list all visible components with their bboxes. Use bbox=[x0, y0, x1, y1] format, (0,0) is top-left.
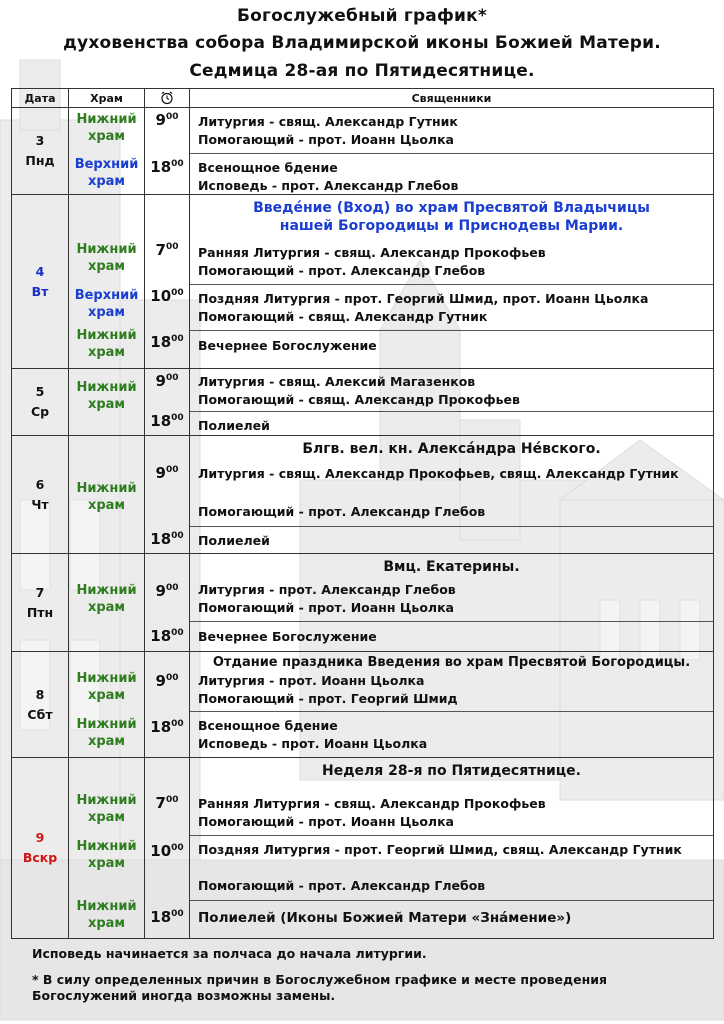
time-cell bbox=[145, 758, 190, 939]
service-line: Помогающий - прот. Иоанн Цьолка bbox=[198, 132, 454, 147]
service-time: $18^{00}$ bbox=[150, 627, 184, 645]
feast-title: Блгв. вел. кн. Алекса́ндра Не́вского. bbox=[302, 441, 601, 457]
service-line: Литургия - свящ. Алексий Магазенков bbox=[198, 374, 476, 389]
temple-cell bbox=[69, 436, 145, 554]
service-time: $10^{00}$ bbox=[150, 842, 184, 860]
temple-cell bbox=[69, 554, 145, 652]
service-line: Поздняя Литургия - прот. Георгий Шмид, свящ. Александр Гутник bbox=[198, 842, 682, 857]
service-time: $18^{00}$ bbox=[150, 718, 184, 736]
service-time: $9^{00}$ bbox=[155, 111, 179, 129]
weekday: Ср bbox=[30, 404, 50, 419]
temple-label: Нижний храм bbox=[76, 793, 137, 825]
weekday: Птн bbox=[26, 604, 54, 620]
date-cell bbox=[12, 195, 69, 369]
date-cell bbox=[12, 758, 69, 939]
date-cell bbox=[12, 554, 69, 652]
day-number: 9 bbox=[35, 830, 45, 845]
time-cell bbox=[145, 554, 190, 652]
service-line: Помогающий - прот. Александр Глебов bbox=[198, 504, 486, 519]
service-line: Исповедь - прот. Иоанн Цьолка bbox=[198, 736, 428, 751]
temple-cell bbox=[69, 369, 145, 436]
date-cell bbox=[12, 369, 69, 436]
date-cell bbox=[12, 652, 69, 758]
week-title: Седмица 28-ая по Пятидесятнице. bbox=[189, 61, 535, 81]
column-header-temple: Храм bbox=[69, 89, 145, 108]
feast-title: Введе́ние (Вход) во храм Пресвятой Владычицы bbox=[253, 200, 650, 216]
service-time: $10^{00}$ bbox=[150, 287, 184, 305]
service-line: Помогающий - свящ. Александр Гутник bbox=[198, 309, 488, 324]
service-time: $18^{00}$ bbox=[150, 158, 184, 176]
service-line: Полиелей (Иконы Божией Матери «Зна́мение») bbox=[198, 910, 572, 926]
time-cell bbox=[145, 369, 190, 436]
service-time: $9^{00}$ bbox=[155, 582, 179, 600]
table-row bbox=[12, 758, 714, 939]
date-cell bbox=[12, 108, 69, 195]
service-line: Литургия - свящ. Александр Гутник bbox=[198, 114, 458, 129]
clergy-cell bbox=[190, 554, 714, 652]
page-title: Богослужебный график* bbox=[236, 6, 487, 26]
temple-label: Нижний храм bbox=[76, 717, 137, 749]
service-line: Ранняя Литургия - свящ. Александр Прокофьев bbox=[198, 796, 546, 811]
alarm-clock-icon bbox=[160, 91, 174, 105]
temple-label: Нижний храм bbox=[76, 671, 137, 703]
day-number: 3 bbox=[35, 133, 45, 148]
service-line: Литургия - свящ. Александр Прокофьев, свящ. Александр Гутник bbox=[198, 466, 679, 481]
temple-label: Нижний храм bbox=[76, 839, 137, 871]
service-time: $7^{00}$ bbox=[155, 794, 179, 812]
weekday: Вскр bbox=[22, 850, 58, 865]
service-line: Помогающий - свящ. Александр Прокофьев bbox=[198, 392, 520, 407]
time-cell bbox=[145, 436, 190, 554]
clergy-cell bbox=[190, 195, 714, 369]
clergy-cell bbox=[190, 436, 714, 554]
temple-label: Нижний храм bbox=[76, 380, 137, 412]
column-header-time bbox=[145, 89, 190, 108]
service-time: $18^{00}$ bbox=[150, 908, 184, 926]
service-time: $9^{00}$ bbox=[155, 672, 179, 690]
day-number: 4 bbox=[35, 263, 45, 279]
service-time: $18^{00}$ bbox=[150, 530, 184, 548]
clergy-cell bbox=[190, 108, 714, 195]
weekday: Пнд bbox=[25, 153, 55, 168]
service-time: $7^{00}$ bbox=[155, 241, 179, 259]
weekday: Сбт bbox=[27, 706, 53, 722]
service-line: Помогающий - прот. Георгий Шмид bbox=[198, 691, 458, 706]
page-subtitle: духовенства собора Владимирской иконы Божией Матери. bbox=[63, 33, 661, 53]
service-line: Вечернее Богослужение bbox=[198, 338, 377, 353]
column-header-date: Дата bbox=[12, 89, 69, 108]
clergy-cell bbox=[190, 652, 714, 758]
date-cell bbox=[12, 436, 69, 554]
service-line: Помогающий - прот. Александр Глебов bbox=[198, 263, 486, 278]
table-row bbox=[12, 108, 714, 195]
table-row bbox=[12, 195, 714, 369]
service-line: Всенощное бдение bbox=[198, 718, 338, 733]
feast-title: Отдание праздника Введения во храм Пресвятой Богородицы. bbox=[212, 655, 691, 670]
temple-label: Верхний храм bbox=[74, 157, 139, 189]
service-line: Ранняя Литургия - свящ. Александр Прокофьев bbox=[198, 245, 546, 260]
feast-title: нашей Богородицы и Приснодевы Марии. bbox=[279, 218, 624, 234]
day-number: 8 bbox=[35, 686, 45, 702]
service-line: Помогающий - прот. Иоанн Цьолка bbox=[198, 814, 454, 829]
temple-cell bbox=[69, 758, 145, 939]
temple-label: Нижний храм bbox=[76, 112, 137, 144]
feast-title: Неделя 28-я по Пятидесятнице. bbox=[322, 763, 581, 779]
service-line: Помогающий - прот. Иоанн Цьолка bbox=[198, 600, 454, 615]
service-line: Литургия - прот. Александр Глебов bbox=[198, 582, 456, 597]
schedule-table bbox=[11, 88, 714, 939]
clergy-cell bbox=[190, 369, 714, 436]
weekday: Вт bbox=[31, 283, 49, 299]
service-time: $9^{00}$ bbox=[155, 464, 179, 482]
table-row bbox=[12, 436, 714, 554]
day-number: 6 bbox=[35, 476, 45, 492]
table-row bbox=[12, 554, 714, 652]
weekday: Чт bbox=[31, 496, 49, 512]
service-line: Поздняя Литургия - прот. Георгий Шмид, прот. Иоанн Цьолка bbox=[198, 291, 649, 306]
day-number: 5 bbox=[35, 384, 45, 399]
day-number: 7 bbox=[35, 584, 45, 600]
table-row bbox=[12, 652, 714, 758]
service-line: Помогающий - прот. Александр Глебов bbox=[198, 878, 486, 893]
time-cell bbox=[145, 652, 190, 758]
temple-label: Нижний храм bbox=[76, 899, 137, 931]
clergy-cell bbox=[190, 758, 714, 939]
time-cell bbox=[145, 108, 190, 195]
feast-title: Вмц. Екатерины. bbox=[383, 559, 520, 575]
temple-cell bbox=[69, 108, 145, 195]
service-time: $18^{00}$ bbox=[150, 412, 184, 430]
temple-label: Нижний храм bbox=[76, 583, 137, 615]
service-line: Полиелей bbox=[198, 418, 270, 433]
service-time: $18^{00}$ bbox=[150, 333, 184, 351]
service-line: Вечернее Богослужение bbox=[198, 629, 377, 644]
footer-note: Исповедь начинается за полчаса до начала литургии. bbox=[32, 946, 427, 961]
service-line: Полиелей bbox=[198, 533, 270, 548]
service-line: Всенощное бдение bbox=[198, 160, 338, 175]
temple-label: Верхний храм bbox=[74, 288, 139, 320]
temple-label: Нижний храм bbox=[76, 242, 137, 274]
table-header-row bbox=[12, 89, 714, 108]
table-row bbox=[12, 369, 714, 436]
temple-label: Нижний храм bbox=[76, 481, 137, 513]
temple-label: Нижний храм bbox=[76, 328, 137, 360]
service-time: $9^{00}$ bbox=[155, 372, 179, 390]
time-cell bbox=[145, 195, 190, 369]
service-line: Исповедь - прот. Александр Глебов bbox=[198, 178, 459, 193]
temple-cell bbox=[69, 652, 145, 758]
column-header-clergy: Священники bbox=[190, 89, 714, 108]
service-line: Литургия - прот. Иоанн Цьолка bbox=[198, 673, 425, 688]
footer-footnote: * В силу определенных причин в Богослужебном графике и месте проведения Богослужений иногда возможны замены. bbox=[32, 972, 607, 1003]
temple-cell bbox=[69, 195, 145, 369]
